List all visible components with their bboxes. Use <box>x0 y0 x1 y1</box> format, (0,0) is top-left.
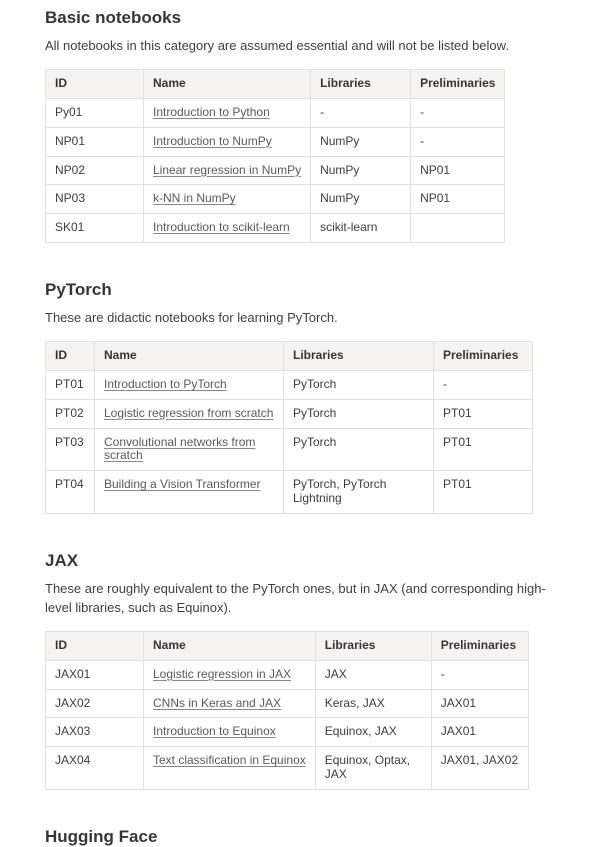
cell-id: JAX03 <box>46 718 144 747</box>
cell-libraries: Keras, JAX <box>315 689 431 718</box>
cell-preliminaries <box>411 214 505 243</box>
cell-libraries: - <box>311 99 411 128</box>
section-pytorch <box>45 243 555 514</box>
cell-name <box>144 214 311 243</box>
cell-name <box>144 185 311 214</box>
column-header-preliminaries: Preliminaries <box>431 631 528 660</box>
cell-preliminaries: JAX01 <box>431 689 528 718</box>
cell-name <box>144 660 316 689</box>
cell-name <box>144 718 316 747</box>
table-header-row <box>46 342 533 371</box>
cell-id: JAX01 <box>46 660 144 689</box>
cell-libraries: PyTorch, PyTorch Lightning <box>284 471 434 514</box>
cell-id: PT03 <box>46 428 95 471</box>
cell-name <box>144 156 311 185</box>
cell-libraries: NumPy <box>311 127 411 156</box>
notebook-link[interactable]: Introduction to Equinox <box>153 724 276 739</box>
column-header-name: Name <box>144 70 311 99</box>
notebook-link[interactable]: Text classification in Equinox <box>153 753 306 768</box>
cell-preliminaries: PT01 <box>434 471 533 514</box>
section-hugging-face <box>45 790 555 847</box>
column-header-id: ID <box>46 342 95 371</box>
cell-id: JAX04 <box>46 747 144 790</box>
cell-preliminaries: - <box>434 371 533 400</box>
cell-libraries: PyTorch <box>284 371 434 400</box>
cell-libraries: Equinox, Optax, JAX <box>315 747 431 790</box>
column-header-libraries: Libraries <box>284 342 434 371</box>
column-header-libraries: Libraries <box>311 70 411 99</box>
cell-id: JAX02 <box>46 689 144 718</box>
cell-id: NP03 <box>46 185 144 214</box>
notebook-link[interactable]: Introduction to scikit-learn <box>153 220 290 235</box>
notebook-link[interactable]: Logistic regression from scratch <box>104 405 274 420</box>
notebook-link[interactable]: Introduction to PyTorch <box>104 377 227 392</box>
cell-libraries: Equinox, JAX <box>315 718 431 747</box>
cell-preliminaries: PT01 <box>434 399 533 428</box>
cell-name <box>95 428 284 471</box>
section-title-jax: JAX <box>45 550 79 570</box>
cell-preliminaries: - <box>411 99 505 128</box>
notebook-link[interactable]: Logistic regression in JAX <box>153 666 292 681</box>
table-row <box>46 660 529 689</box>
cell-libraries: PyTorch <box>284 399 434 428</box>
cell-preliminaries: NP01 <box>411 156 505 185</box>
table-row <box>46 689 529 718</box>
table-row <box>46 185 505 214</box>
cell-id: PT01 <box>46 371 95 400</box>
column-header-id: ID <box>46 631 144 660</box>
cell-libraries: PyTorch <box>284 428 434 471</box>
notebook-link[interactable]: k-NN in NumPy <box>153 191 236 206</box>
table-row <box>46 718 529 747</box>
cell-preliminaries: PT01 <box>434 428 533 471</box>
notebook-link[interactable]: CNNs in Keras and JAX <box>153 695 282 710</box>
cell-preliminaries: - <box>411 127 505 156</box>
cell-preliminaries: JAX01, JAX02 <box>431 747 528 790</box>
cell-name <box>95 399 284 428</box>
cell-preliminaries: - <box>431 660 528 689</box>
cell-libraries: scikit-learn <box>311 214 411 243</box>
notebook-link[interactable]: Convolutional networks from scratch <box>104 434 256 463</box>
cell-id: PT02 <box>46 399 95 428</box>
table-row <box>46 156 505 185</box>
section-basic-notebooks <box>45 8 555 243</box>
jax-notebooks-table <box>45 631 529 790</box>
cell-name <box>95 371 284 400</box>
column-header-preliminaries: Preliminaries <box>434 342 533 371</box>
column-header-name: Name <box>95 342 284 371</box>
table-row <box>46 214 505 243</box>
section-description-pytorch: These are didactic notebooks for learning PyTorch. <box>45 310 338 326</box>
basic-notebooks-table <box>45 69 505 243</box>
cell-preliminaries: JAX01 <box>431 718 528 747</box>
pytorch-notebooks-table <box>45 341 533 514</box>
cell-id: SK01 <box>46 214 144 243</box>
section-description-basic-notebooks: All notebooks in this category are assumed essential and will not be listed below. <box>45 38 509 54</box>
cell-name <box>144 747 316 790</box>
cell-name <box>95 471 284 514</box>
table-row <box>46 99 505 128</box>
table-row <box>46 127 505 156</box>
cell-libraries: JAX <box>315 660 431 689</box>
table-row <box>46 371 533 400</box>
table-row <box>46 399 533 428</box>
cell-id: NP01 <box>46 127 144 156</box>
column-header-id: ID <box>46 70 144 99</box>
section-title-hugging-face: Hugging Face <box>45 826 158 846</box>
cell-libraries: NumPy <box>311 185 411 214</box>
section-jax <box>45 514 555 790</box>
cell-id: PT04 <box>46 471 95 514</box>
cell-name <box>144 689 316 718</box>
notebook-link[interactable]: Linear regression in NumPy <box>153 162 302 177</box>
cell-name <box>144 99 311 128</box>
table-header-row <box>46 631 529 660</box>
notebook-link[interactable]: Building a Vision Transformer <box>104 477 261 492</box>
section-title-basic-notebooks: Basic notebooks <box>45 8 182 27</box>
section-title-pytorch: PyTorch <box>45 280 112 300</box>
column-header-libraries: Libraries <box>315 631 431 660</box>
notebook-link[interactable]: Introduction to Python <box>153 105 270 120</box>
cell-id: Py01 <box>46 99 144 128</box>
cell-id: NP02 <box>46 156 144 185</box>
cell-libraries: NumPy <box>311 156 411 185</box>
table-row <box>46 428 533 471</box>
cell-preliminaries: NP01 <box>411 185 505 214</box>
section-description-jax: These are roughly equivalent to the PyTorch ones, but in JAX (and corresponding high-level libraries, such as Equinox). <box>45 581 546 616</box>
table-header-row <box>46 70 505 99</box>
column-header-preliminaries: Preliminaries <box>411 70 505 99</box>
cell-name <box>144 127 311 156</box>
table-row <box>46 747 529 790</box>
notebook-link[interactable]: Introduction to NumPy <box>153 133 272 148</box>
column-header-name: Name <box>144 631 316 660</box>
table-row <box>46 471 533 514</box>
